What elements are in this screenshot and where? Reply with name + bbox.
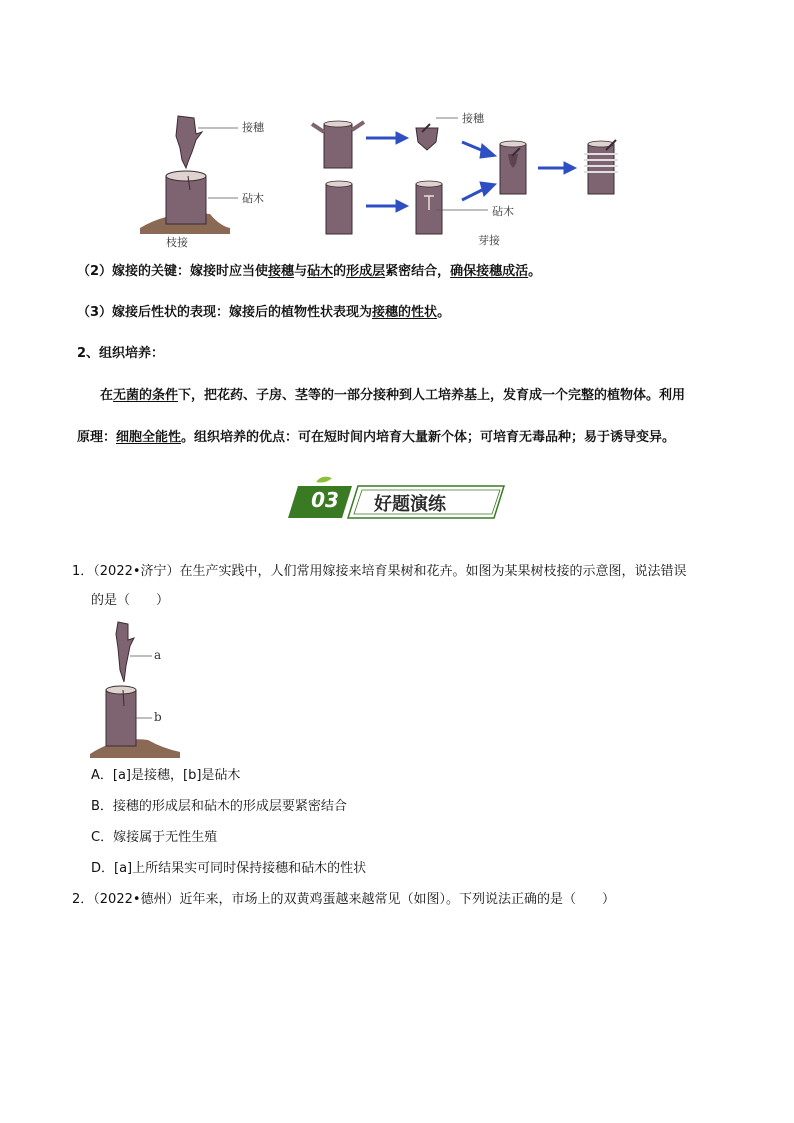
q1-figure bbox=[88, 618, 198, 758]
grafting-figure-art bbox=[130, 110, 650, 250]
q1-stem-line2: 的是（ ） bbox=[91, 593, 170, 608]
bud-chip bbox=[416, 124, 438, 150]
para-grafting-key: （2）嫁接的关键：嫁接时应当使接穗与砧木的形成层紧密结合，确保接穗成活。 bbox=[77, 264, 542, 279]
cleft-graft-scion bbox=[176, 116, 202, 168]
banner-title: 好题演练 bbox=[374, 494, 446, 515]
bud-twig bbox=[312, 121, 364, 168]
caption-cleft-graft: 枝接 bbox=[166, 236, 188, 249]
para-tissue-culture-line2: 原理：细胞全能性。组织培养的优点：可在短时间内培育大量新个体；可培育无毒品种；易于诱导变异。 bbox=[77, 430, 676, 445]
banner-number: 03 bbox=[311, 488, 339, 512]
label-scion-left: 接穗 bbox=[242, 121, 264, 134]
process-arrows bbox=[366, 132, 576, 212]
q1-option-b[interactable]: B．接穗的形成层和砧木的形成层要紧密结合 bbox=[91, 799, 347, 814]
label-stock-right: 砧木 bbox=[492, 205, 514, 218]
caption-bud-graft: 芽接 bbox=[478, 234, 500, 247]
para-tissue-culture-line1: 在无菌的条件下，把花药、子房、茎等的一部分接种到人工培养基上，发育成一个完整的植物体。利用 bbox=[100, 388, 686, 403]
bud-stock bbox=[326, 181, 352, 234]
cleft-graft-stock bbox=[140, 171, 230, 234]
bud-inserted bbox=[500, 141, 526, 194]
label-scion-right: 接穗 bbox=[462, 112, 484, 125]
q1-label-b: b bbox=[154, 710, 162, 724]
q1-option-d[interactable]: D．[a]上所结果实可同时保持接穗和砧木的性状 bbox=[91, 861, 367, 876]
q1-option-a[interactable]: A．[a]是接穗，[b]是砧木 bbox=[91, 768, 241, 783]
t-cut-stock bbox=[416, 181, 442, 234]
q1-label-a: a bbox=[154, 648, 162, 662]
section-tissue-culture-heading: 2、组织培养： bbox=[77, 346, 165, 361]
q1-stem-line1: 1．（2022•济宁）在生产实践中，人们常用嫁接来培育果树和花卉。如图为某果树枝接的示意图，说法错误 bbox=[72, 564, 687, 579]
section-banner bbox=[278, 476, 508, 522]
leaf-icon bbox=[316, 477, 332, 483]
label-stock-left: 砧木 bbox=[242, 192, 264, 205]
para-grafting-traits: （3）嫁接后性状的表现：嫁接后的植物性状表现为接穗的性状。 bbox=[77, 305, 451, 320]
q1-graft-art bbox=[88, 618, 198, 758]
grafting-figure bbox=[130, 110, 650, 250]
bud-bound bbox=[584, 140, 618, 194]
q2-stem: 2．（2022•德州）近年来，市场上的双黄鸡蛋越来越常见（如图）。下列说法正确的是（ ） bbox=[72, 892, 616, 907]
q1-option-c[interactable]: C．嫁接属于无性生殖 bbox=[91, 830, 218, 845]
